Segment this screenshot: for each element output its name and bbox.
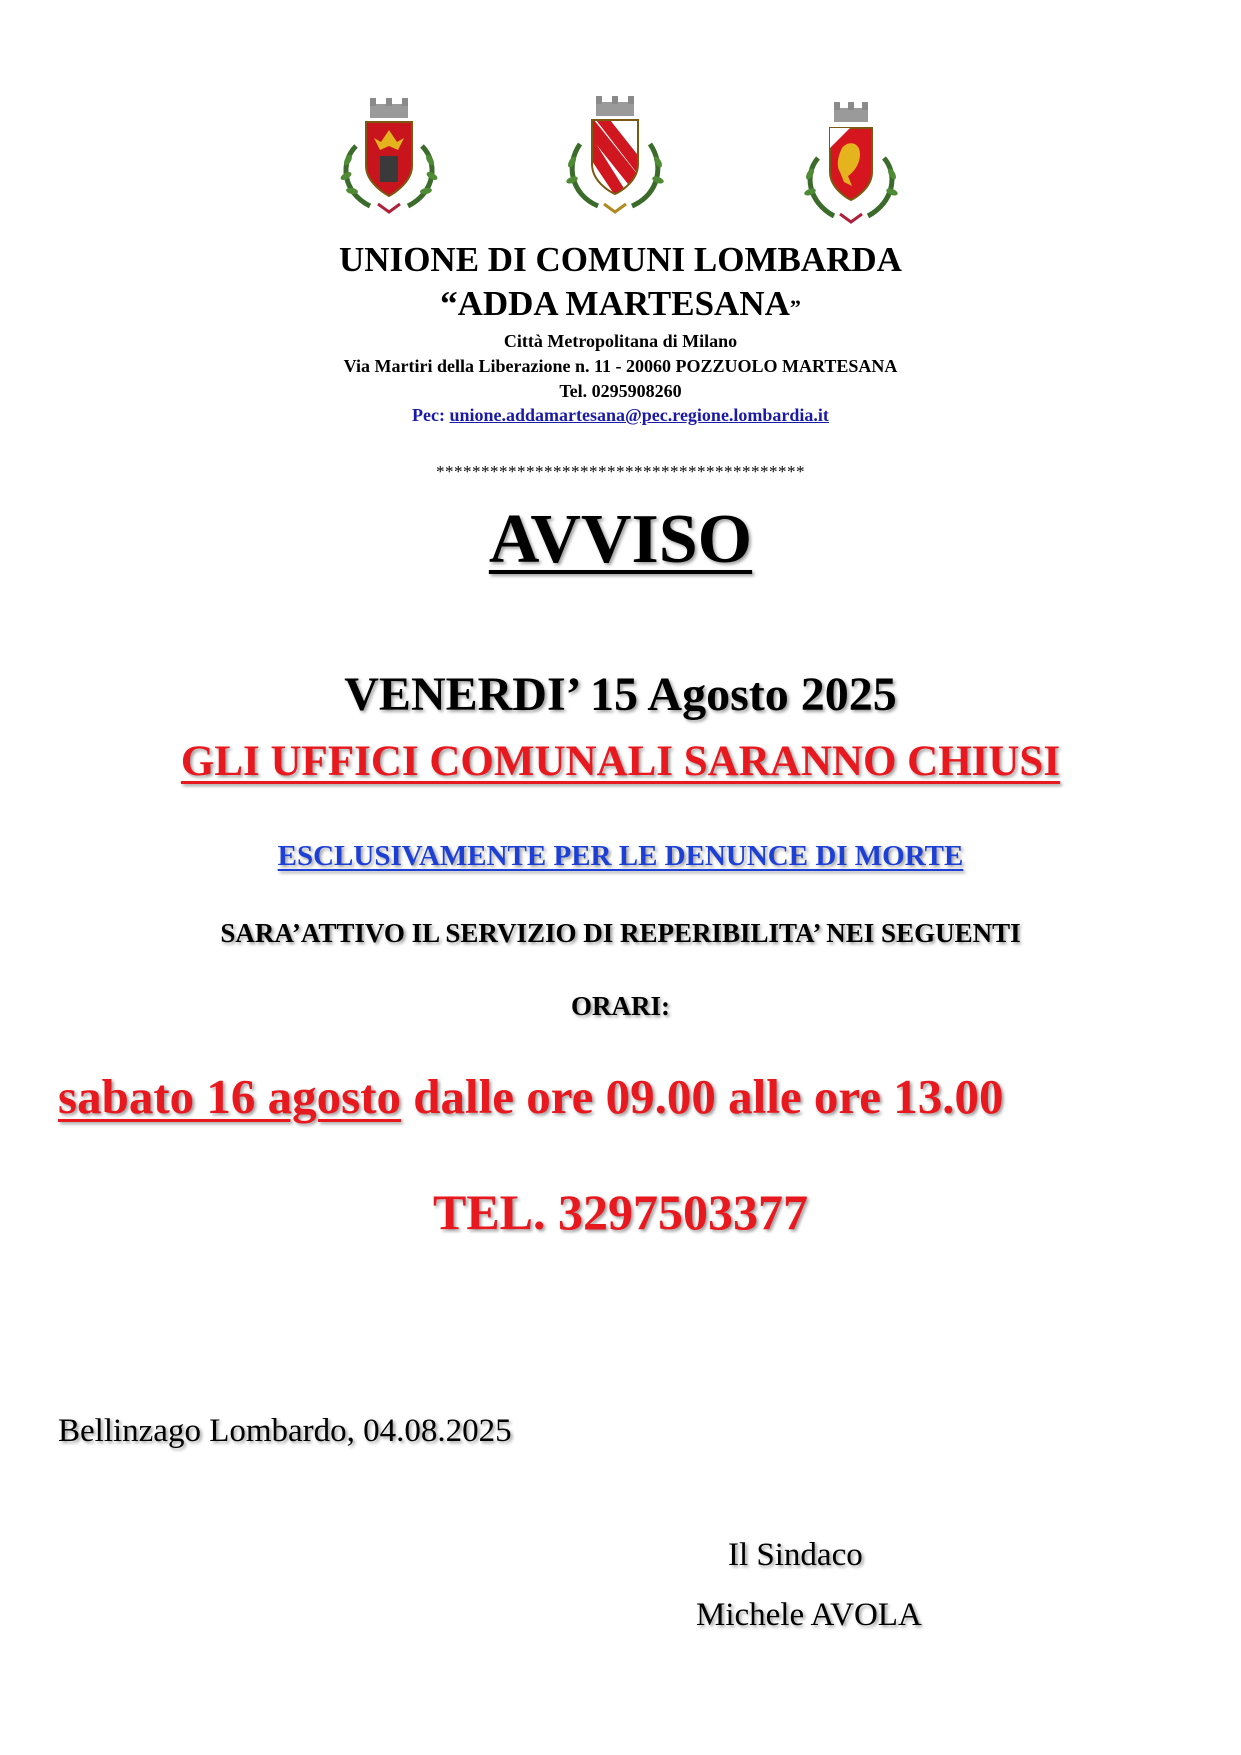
phone-line: Tel. 0295908260	[559, 381, 682, 401]
address-line: Via Martiri della Liberazione n. 11 - 20060 POZZUOLO MARTESANA	[343, 356, 898, 376]
notice-date: VENERDI’ 15 Agosto 2025	[344, 668, 897, 721]
union-name-close-quote: ”	[789, 295, 801, 320]
notice-title: AVVISO	[488, 501, 753, 578]
contact-phone: TEL. 3297503377	[432, 1184, 809, 1240]
signer-name: Michele AVOLA	[696, 1597, 922, 1633]
schedule-day: sabato 16 agosto	[58, 1069, 402, 1124]
schedule-hours: dalle ore 09.00 alle ore 13.00	[401, 1069, 1004, 1124]
union-name-text: ADDA MARTESANA	[457, 284, 790, 323]
pec-label: Pec:	[412, 405, 446, 425]
union-title: UNIONE DI COMUNI LOMBARDA	[339, 240, 902, 279]
union-name-open-quote: “	[440, 284, 458, 323]
service-text-line1: SARA’ATTIVO IL SERVIZIO DI REPERIBILITA’ NEI SEGUENTI	[220, 918, 1021, 948]
right-crest-icon	[796, 102, 906, 228]
signer-role: Il Sindaco	[728, 1537, 863, 1573]
separator-stars: *****************************************	[436, 462, 805, 481]
city-line: Città Metropolitana di Milano	[503, 331, 738, 351]
pec-email-link[interactable]: unione.addamartesana@pec.regione.lombardia.it	[449, 405, 829, 425]
exclusive-text: ESCLUSIVAMENTE PER LE DENUNCE DI MORTE	[277, 840, 964, 872]
pec-line	[0, 405, 1241, 426]
service-text-line2: ORARI:	[571, 991, 670, 1021]
place-date: Bellinzago Lombardo, 04.08.2025	[58, 1413, 512, 1449]
center-crest-icon	[560, 94, 670, 220]
left-crest-icon	[334, 94, 444, 220]
offices-closed-text: GLI UFFICI COMUNALI SARANNO CHIUSI	[180, 738, 1061, 785]
schedule-line	[58, 1068, 1218, 1125]
union-name	[0, 284, 1241, 324]
